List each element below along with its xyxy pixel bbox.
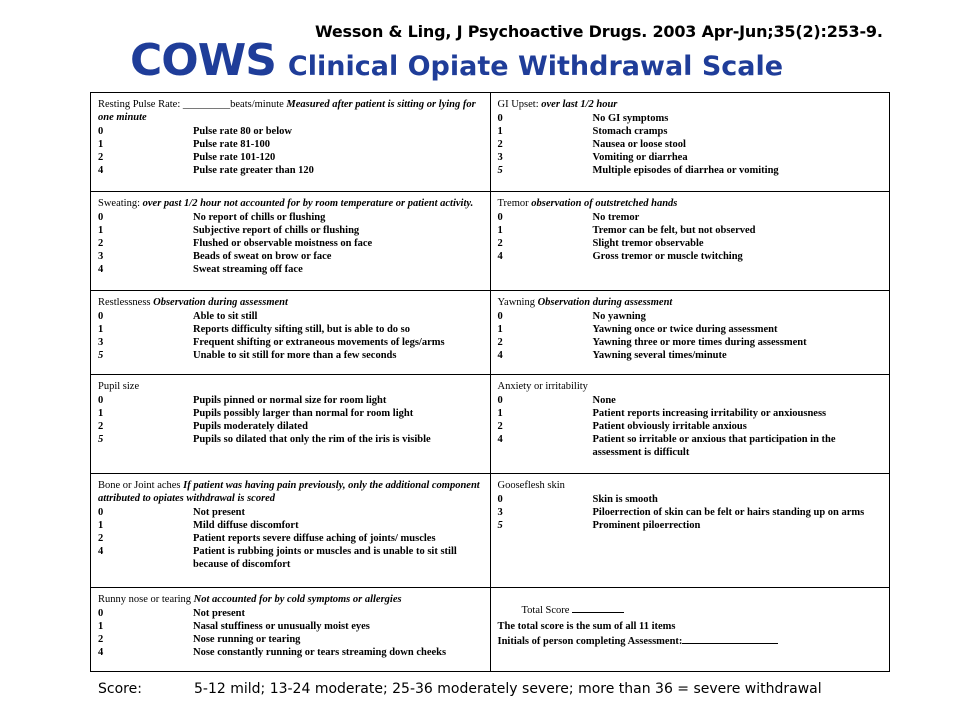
item-heading bbox=[498, 479, 883, 492]
option-score: 0 bbox=[98, 310, 104, 322]
score-option bbox=[498, 310, 883, 323]
item-title: Pupil size bbox=[98, 381, 140, 393]
option-score: 0 bbox=[497, 113, 503, 124]
option-text: Piloerrection of skin can be felt or hairs standing up on arms bbox=[592, 507, 865, 519]
option-score: 3 bbox=[497, 152, 503, 163]
score-option bbox=[498, 125, 883, 138]
table-row bbox=[91, 587, 890, 671]
option-text: Patient is rubbing joints or muscles and is unable to sit still because of discomfort bbox=[193, 546, 457, 571]
option-text: Pulse rate greater than 120 bbox=[193, 165, 314, 176]
option-text: Not present bbox=[193, 507, 246, 519]
total-explanation: The total score is the sum of all 11 items bbox=[497, 620, 676, 632]
option-score: 0 bbox=[497, 395, 503, 407]
item-heading bbox=[498, 380, 883, 393]
item-title: Gooseflesh skin bbox=[497, 480, 565, 492]
item-heading bbox=[98, 593, 483, 606]
score-option bbox=[98, 349, 483, 362]
item-title: Anxiety or irritability bbox=[497, 381, 588, 393]
option-text: No tremor bbox=[592, 211, 640, 223]
option-score: 0 bbox=[98, 507, 104, 519]
table-row bbox=[91, 93, 890, 192]
table-row bbox=[91, 375, 890, 474]
option-score: 0 bbox=[98, 126, 104, 137]
option-text: Able to sit still bbox=[193, 310, 258, 322]
option-score: 2 bbox=[497, 336, 503, 348]
item-cell bbox=[490, 375, 890, 474]
option-text: Prominent piloerrection bbox=[592, 520, 701, 532]
option-score: 5 bbox=[497, 165, 503, 176]
option-text: Subjective report of chills or flushing bbox=[193, 224, 360, 236]
title-abbreviation: COWS bbox=[130, 35, 276, 86]
score-option bbox=[498, 211, 883, 224]
score-option bbox=[98, 237, 483, 250]
score-option bbox=[498, 151, 883, 164]
option-text: Nausea or loose stool bbox=[592, 139, 686, 150]
score-option bbox=[498, 224, 883, 237]
option-score: 0 bbox=[497, 494, 503, 506]
option-text: Patient reports increasing irritability or anxiousness bbox=[592, 408, 827, 420]
option-score: 1 bbox=[497, 224, 503, 236]
option-text: Nose constantly running or tears streaming down cheeks bbox=[193, 646, 447, 658]
option-score: 4 bbox=[497, 434, 503, 446]
option-text: Pupils pinned or normal size for room light bbox=[193, 395, 387, 407]
initials-blank[interactable] bbox=[682, 633, 778, 644]
score-legend bbox=[98, 681, 822, 697]
score-option bbox=[98, 151, 483, 164]
option-score: 0 bbox=[497, 310, 503, 322]
option-text: Flushed or observable moistness on face bbox=[193, 237, 373, 249]
option-score: 0 bbox=[98, 607, 104, 619]
option-text: Vomiting or diarrhea bbox=[592, 152, 688, 163]
item-cell bbox=[91, 474, 491, 588]
score-option bbox=[98, 506, 483, 519]
item-heading bbox=[98, 197, 483, 210]
option-text: Skin is smooth bbox=[592, 494, 658, 506]
option-text: Nasal stuffiness or unusually moist eyes bbox=[193, 620, 370, 632]
score-option bbox=[98, 633, 483, 646]
option-score: 2 bbox=[98, 533, 104, 545]
option-score: 0 bbox=[98, 395, 104, 407]
option-score: 2 bbox=[497, 237, 503, 249]
item-note: over last 1/2 hour bbox=[541, 99, 618, 110]
item-heading bbox=[498, 197, 883, 210]
option-text: Yawning once or twice during assessment bbox=[592, 323, 778, 335]
item-title: Yawning bbox=[497, 296, 535, 308]
score-option bbox=[498, 237, 883, 250]
option-text: None bbox=[592, 395, 616, 407]
total-score-cell bbox=[490, 587, 890, 671]
option-score: 0 bbox=[497, 211, 503, 223]
item-heading bbox=[98, 479, 483, 505]
score-option bbox=[498, 112, 883, 125]
item-note: Observation during assessment bbox=[153, 296, 288, 308]
item-cell bbox=[91, 191, 491, 290]
item-note: Measured after patient is sitting or lying for one minute bbox=[98, 99, 476, 123]
score-option bbox=[98, 433, 483, 446]
option-text: Patient obviously irritable anxious bbox=[592, 421, 747, 433]
option-text: No GI symptoms bbox=[592, 113, 669, 124]
score-label: Score: bbox=[98, 681, 142, 697]
score-option bbox=[98, 336, 483, 349]
score-option bbox=[98, 646, 483, 659]
item-heading bbox=[98, 98, 483, 124]
option-text: Pulse rate 101-120 bbox=[193, 152, 276, 163]
option-text: Multiple episodes of diarrhea or vomiting bbox=[592, 165, 779, 176]
score-option bbox=[98, 545, 483, 571]
total-score-label: Total Score bbox=[521, 604, 570, 616]
option-text: Stomach cramps bbox=[592, 126, 668, 137]
score-option bbox=[498, 433, 883, 459]
score-option bbox=[98, 620, 483, 633]
score-text: 5-12 mild; 13-24 moderate; 25-36 moderately severe; more than 36 = severe withdrawal bbox=[194, 681, 822, 697]
option-text: Slight tremor observable bbox=[592, 237, 704, 249]
option-score: 1 bbox=[98, 408, 104, 420]
item-note: Observation during assessment bbox=[537, 296, 673, 308]
option-text: Beads of sweat on brow or face bbox=[193, 250, 332, 262]
item-heading bbox=[98, 296, 483, 309]
score-option bbox=[98, 532, 483, 545]
total-score-blank[interactable] bbox=[572, 602, 624, 613]
score-option bbox=[98, 394, 483, 407]
score-option bbox=[498, 164, 883, 177]
score-option bbox=[498, 407, 883, 420]
option-text: Yawning several times/minute bbox=[592, 349, 727, 361]
option-score: 4 bbox=[497, 250, 503, 262]
option-text: Yawning three or more times during assessment bbox=[592, 336, 807, 348]
option-score: 2 bbox=[497, 139, 503, 150]
score-option bbox=[498, 336, 883, 349]
option-score: 2 bbox=[497, 421, 503, 433]
option-score: 5 bbox=[98, 349, 104, 361]
option-text: Pupils possibly larger than normal for room light bbox=[193, 408, 414, 420]
option-text: Patient so irritable or anxious that participation in the assessment is difficult bbox=[592, 434, 836, 459]
option-text: Pulse rate 81-100 bbox=[193, 139, 270, 150]
option-score: 2 bbox=[98, 421, 104, 433]
item-heading bbox=[498, 98, 883, 111]
item-note: over past 1/2 hour not accounted for by room temperature or patient activity. bbox=[142, 197, 474, 209]
item-title: Bone or Joint aches bbox=[98, 480, 181, 492]
item-cell bbox=[490, 474, 890, 588]
score-option bbox=[498, 323, 883, 336]
option-score: 1 bbox=[98, 520, 104, 532]
option-text: Not present bbox=[193, 607, 246, 619]
item-title: Tremor bbox=[497, 197, 529, 209]
option-score: 2 bbox=[98, 152, 104, 163]
score-option bbox=[498, 250, 883, 263]
score-option bbox=[98, 211, 483, 224]
option-score: 1 bbox=[497, 126, 503, 137]
score-option bbox=[98, 250, 483, 263]
item-heading bbox=[498, 296, 883, 309]
score-option bbox=[98, 125, 483, 138]
option-text: No yawning bbox=[592, 310, 646, 322]
score-option bbox=[98, 224, 483, 237]
page-title bbox=[130, 35, 783, 86]
item-title: Sweating: bbox=[98, 197, 140, 209]
table-row bbox=[91, 290, 890, 374]
option-text: Reports difficulty sifting still, but is able to do so bbox=[193, 323, 411, 335]
option-text: No report of chills or flushing bbox=[193, 211, 326, 223]
initials-label: Initials of person completing Assessment: bbox=[497, 635, 683, 647]
score-option bbox=[98, 263, 483, 276]
option-score: 5 bbox=[497, 520, 503, 532]
option-text: Unable to sit still for more than a few seconds bbox=[193, 349, 397, 361]
table-row bbox=[91, 191, 890, 290]
item-title: Runny nose or tearing bbox=[98, 593, 192, 605]
option-score: 4 bbox=[98, 646, 104, 658]
citation: Wesson & Ling, J Psychoactive Drugs. 2003 Apr-Jun;35(2):253-9. bbox=[315, 22, 883, 41]
score-option bbox=[98, 164, 483, 177]
item-cell bbox=[490, 93, 890, 192]
cows-table bbox=[90, 92, 890, 672]
score-option bbox=[498, 138, 883, 151]
option-score: 4 bbox=[98, 165, 104, 176]
item-title: Resting Pulse Rate: _________beats/minute bbox=[98, 99, 284, 110]
option-score: 3 bbox=[98, 336, 104, 348]
option-score: 1 bbox=[497, 408, 503, 420]
option-text: Nose running or tearing bbox=[193, 633, 301, 645]
item-cell bbox=[490, 191, 890, 290]
item-note: If patient was having pain previously, only the additional component attributed to opiates withdrawal is scored bbox=[98, 480, 480, 505]
score-option bbox=[98, 607, 483, 620]
score-option bbox=[498, 420, 883, 433]
score-option bbox=[498, 349, 883, 362]
title-full: Clinical Opiate Withdrawal Scale bbox=[287, 51, 784, 82]
option-score: 2 bbox=[98, 633, 104, 645]
option-text: Mild diffuse discomfort bbox=[193, 520, 299, 532]
score-option bbox=[98, 519, 483, 532]
score-option bbox=[98, 323, 483, 336]
option-score: 0 bbox=[98, 211, 104, 223]
option-text: Pupils so dilated that only the rim of the iris is visible bbox=[193, 434, 431, 446]
item-cell bbox=[490, 290, 890, 374]
option-text: Tremor can be felt, but not observed bbox=[592, 224, 756, 236]
item-title: GI Upset: bbox=[497, 99, 539, 110]
option-text: Frequent shifting or extraneous movements of legs/arms bbox=[193, 336, 445, 348]
option-score: 1 bbox=[98, 224, 104, 236]
initials-line bbox=[498, 633, 883, 648]
option-text: Pupils moderately dilated bbox=[193, 421, 308, 433]
item-cell bbox=[91, 375, 491, 474]
option-score: 1 bbox=[497, 323, 503, 335]
item-note: Not accounted for by cold symptoms or allergies bbox=[193, 593, 402, 605]
score-option bbox=[98, 138, 483, 151]
score-option bbox=[498, 394, 883, 407]
option-score: 4 bbox=[497, 349, 503, 361]
option-score: 3 bbox=[98, 250, 104, 262]
option-text: Gross tremor or muscle twitching bbox=[592, 250, 743, 262]
item-note: observation of outstretched hands bbox=[531, 197, 678, 209]
option-score: 1 bbox=[98, 323, 104, 335]
score-option bbox=[98, 420, 483, 433]
option-text: Pulse rate 80 or below bbox=[193, 126, 292, 137]
option-text: Patient reports severe diffuse aching of joints/ muscles bbox=[193, 533, 436, 545]
table-row bbox=[91, 474, 890, 588]
score-option bbox=[498, 519, 883, 532]
option-score: 3 bbox=[497, 507, 503, 519]
item-cell bbox=[91, 587, 491, 671]
item-heading bbox=[98, 380, 483, 393]
score-option bbox=[498, 506, 883, 519]
score-option bbox=[98, 310, 483, 323]
item-title: Restlessness bbox=[98, 296, 151, 308]
option-score: 5 bbox=[98, 434, 104, 446]
score-option bbox=[498, 493, 883, 506]
option-score: 4 bbox=[98, 263, 104, 275]
option-text: Sweat streaming off face bbox=[193, 263, 303, 275]
option-score: 1 bbox=[98, 139, 104, 150]
item-cell bbox=[91, 290, 491, 374]
option-score: 1 bbox=[98, 620, 104, 632]
option-score: 2 bbox=[98, 237, 104, 249]
item-cell bbox=[91, 93, 491, 192]
option-score: 4 bbox=[98, 546, 104, 558]
total-score-line bbox=[498, 602, 883, 617]
score-option bbox=[98, 407, 483, 420]
